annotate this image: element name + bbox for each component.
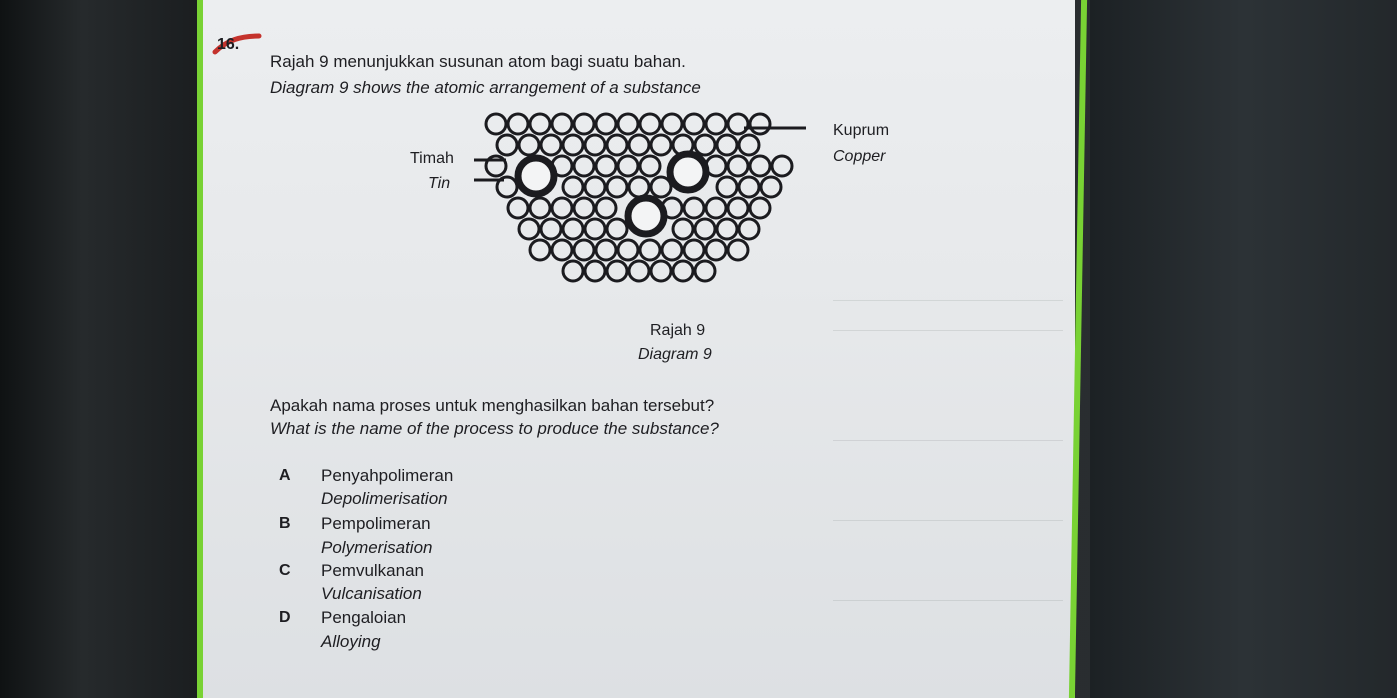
label-copper-ms: Kuprum (833, 122, 890, 139)
copper-atom (486, 114, 506, 134)
copper-atom (607, 177, 627, 197)
option-d-en: Alloying (321, 632, 381, 651)
copper-atom (585, 261, 605, 281)
copper-atom (541, 135, 561, 155)
copper-atom (574, 198, 594, 218)
copper-atom (618, 240, 638, 260)
copper-atom (739, 219, 759, 239)
copper-atom (750, 198, 770, 218)
copper-atom (563, 219, 583, 239)
copper-atom (728, 198, 748, 218)
faint-bleedthrough (833, 600, 1063, 601)
option-c-ms: Pemvulkanan (321, 561, 425, 580)
copper-atom (706, 240, 726, 260)
copper-atom (596, 156, 616, 176)
label-copper-en: Copper (833, 148, 886, 165)
copper-atom (728, 156, 748, 176)
copper-atom (651, 261, 671, 281)
tin-atom (628, 198, 664, 234)
option-c-en: Vulcanisation (321, 584, 422, 603)
option-b-ms: Pempolimeran (321, 514, 431, 533)
faint-bleedthrough (833, 300, 1063, 301)
copper-atom (739, 177, 759, 197)
option-b-letter: B (279, 515, 291, 532)
copper-atom (530, 198, 550, 218)
question-stem-ms: Rajah 9 menunjukkan susunan atom bagi suatu bahan. (270, 52, 686, 71)
copper-atom (508, 114, 528, 134)
copper-atom (728, 240, 748, 260)
copper-atom (552, 240, 572, 260)
option-a-letter: A (279, 467, 291, 484)
faint-bleedthrough (833, 330, 1063, 331)
option-d-letter: D (279, 609, 291, 626)
copper-atom (497, 135, 517, 155)
copper-atom (552, 198, 572, 218)
copper-atom (640, 114, 660, 134)
copper-atom (552, 114, 572, 134)
copper-atom (508, 198, 528, 218)
copper-atom (629, 261, 649, 281)
copper-atom (618, 114, 638, 134)
copper-atom (750, 114, 770, 134)
copper-atom (563, 261, 583, 281)
background-right (1090, 0, 1397, 698)
option-a-ms: Penyahpolimeran (321, 466, 454, 485)
copper-atom (574, 114, 594, 134)
copper-atom (607, 135, 627, 155)
copper-atom (706, 198, 726, 218)
label-tin-ms: Timah (410, 150, 454, 167)
option-c-letter: C (279, 562, 291, 579)
copper-atom (673, 219, 693, 239)
exam-paper (203, 0, 1075, 698)
copper-atom (717, 177, 737, 197)
copper-atom (530, 114, 550, 134)
prompt-ms: Apakah nama proses untuk menghasilkan bahan tersebut? (270, 396, 715, 415)
copper-atom (541, 219, 561, 239)
copper-atom (684, 114, 704, 134)
tin-atom (518, 158, 554, 194)
copper-atom (607, 261, 627, 281)
faint-bleedthrough (833, 520, 1063, 521)
copper-atom (585, 177, 605, 197)
copper-atom (772, 156, 792, 176)
copper-atom (717, 219, 737, 239)
copper-atom (629, 177, 649, 197)
copper-atom (717, 135, 737, 155)
copper-atom (651, 135, 671, 155)
option-d-ms: Pengaloian (321, 608, 407, 627)
copper-atom (684, 198, 704, 218)
question-number: 16. (217, 36, 240, 53)
copper-atom (596, 198, 616, 218)
copper-atom (662, 114, 682, 134)
copper-atom (640, 240, 660, 260)
copper-atom (750, 156, 770, 176)
copper-atom (695, 219, 715, 239)
prompt-en: What is the name of the process to produce the substance? (270, 419, 719, 438)
copper-atom (684, 240, 704, 260)
copper-atom (695, 261, 715, 281)
copper-atom (629, 135, 649, 155)
copper-atom (574, 240, 594, 260)
copper-atom (607, 219, 627, 239)
background-left (0, 0, 205, 698)
faint-bleedthrough (833, 440, 1063, 441)
green-highlight-edge-left (197, 0, 203, 698)
copper-atom (574, 156, 594, 176)
copper-atom (585, 135, 605, 155)
diagram-caption-en: Diagram 9 (638, 346, 712, 363)
copper-atom (673, 261, 693, 281)
option-a-en: Depolimerisation (321, 489, 448, 508)
copper-atom (651, 177, 671, 197)
copper-atom (519, 135, 539, 155)
diagram-caption-ms: Rajah 9 (650, 322, 706, 339)
copper-atom (618, 156, 638, 176)
copper-atom (640, 156, 660, 176)
copper-atom (530, 240, 550, 260)
label-tin-en: Tin (428, 175, 451, 192)
question-stem-en: Diagram 9 shows the atomic arrangement of a substance (270, 78, 701, 97)
copper-atom (695, 135, 715, 155)
copper-atom (761, 177, 781, 197)
copper-atom (662, 240, 682, 260)
copper-atom (596, 114, 616, 134)
copper-atom (563, 135, 583, 155)
option-b-en: Polymerisation (321, 538, 433, 557)
copper-atom (706, 114, 726, 134)
tin-atom (670, 154, 706, 190)
copper-atom (585, 219, 605, 239)
copper-atom (596, 240, 616, 260)
copper-atom (739, 135, 759, 155)
copper-atom (563, 177, 583, 197)
copper-atom (519, 219, 539, 239)
copper-atom (728, 114, 748, 134)
